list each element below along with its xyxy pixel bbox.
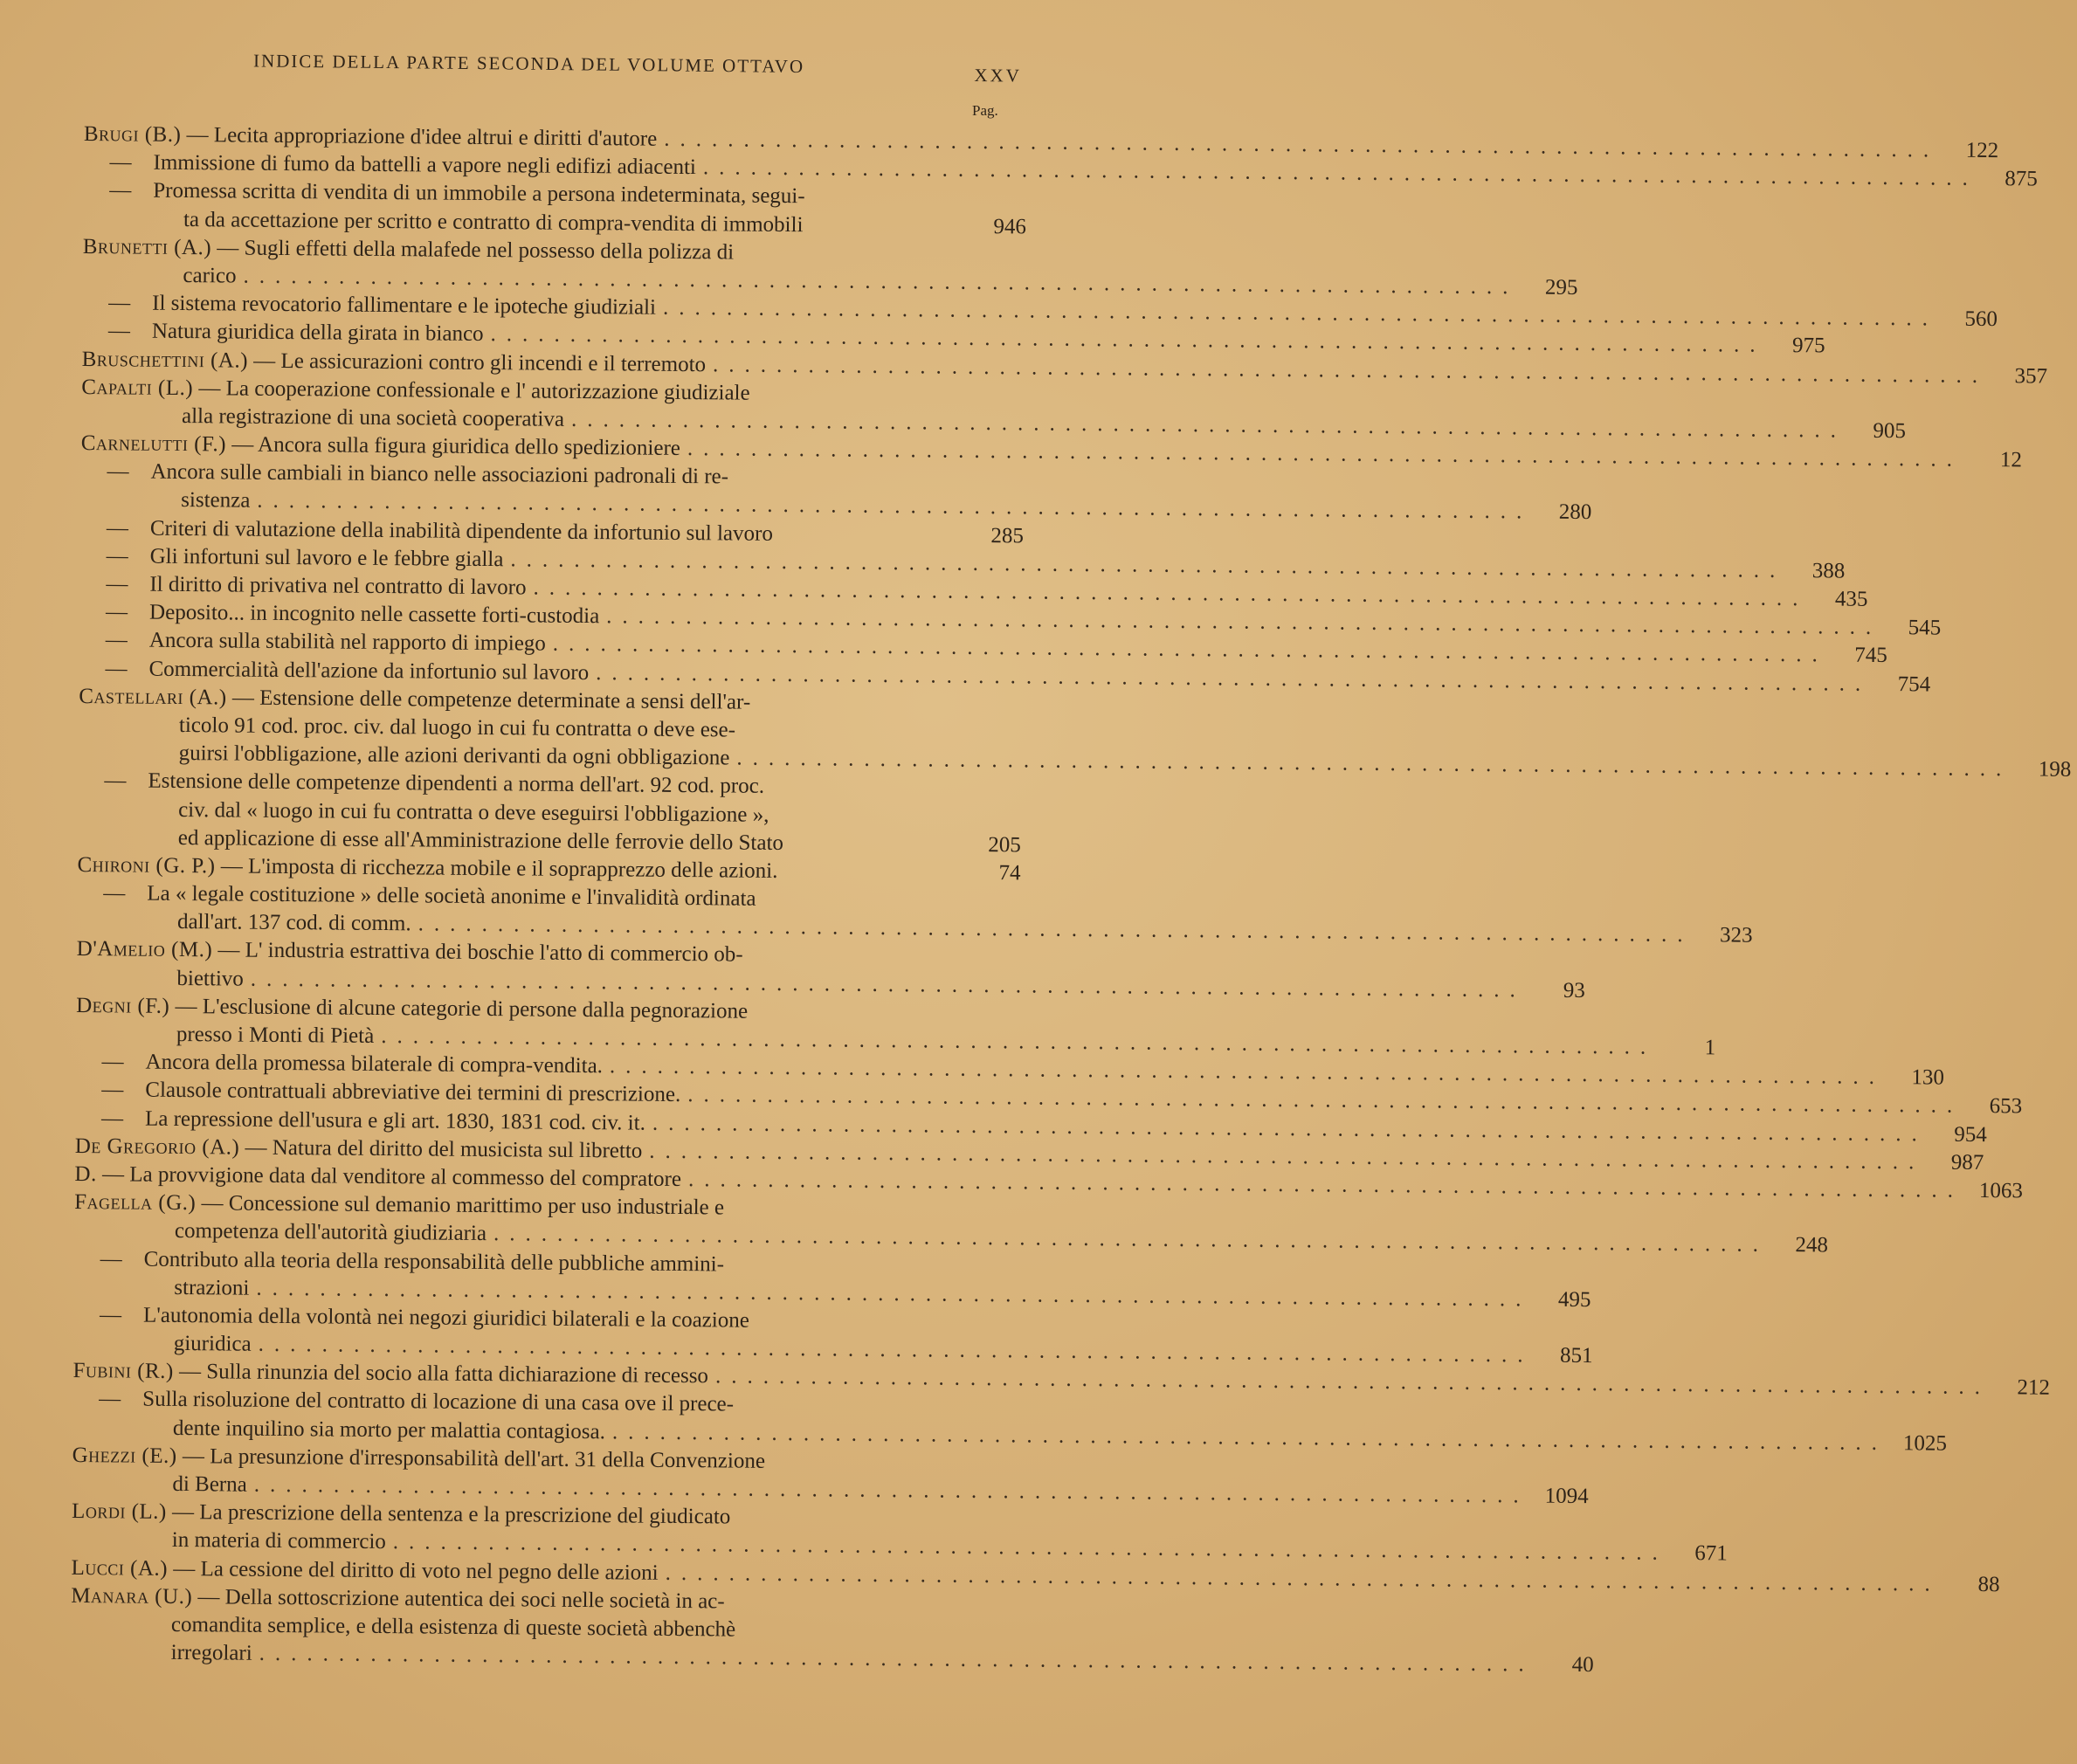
- page-number: 946: [993, 214, 1027, 238]
- dot-leader: ................................................................................: [702, 155, 1978, 191]
- entry-text-wrap: [82, 291, 656, 320]
- entry-text-wrap: [79, 685, 750, 715]
- dot-leader: [749, 1327, 964, 1329]
- ditto-dash: —: [103, 881, 126, 906]
- page-number: [962, 1610, 1014, 1611]
- dot-leader: ................................................................................: [664, 127, 1940, 162]
- entry-title: — Della sottoscrizione autentica dei soci nelle società in ac-: [197, 1584, 725, 1614]
- entry-title: dente inquilino sia morto per malattia contagiosa.: [172, 1416, 606, 1444]
- dot-leader: [734, 1411, 963, 1413]
- entry-title: biettivo: [176, 966, 244, 991]
- entry-title: Sulla risoluzione del contratto di locazione di una casa ove il prece-: [142, 1388, 735, 1416]
- dot-leader: ................................................................................: [257, 489, 1533, 524]
- entry-title: — Natura del diritto del musicista sul libretto: [245, 1135, 643, 1163]
- page-number: [969, 711, 1022, 712]
- entry-text-wrap: [74, 1218, 486, 1246]
- entry-text-wrap: [79, 628, 546, 657]
- entry-title: Deposito... in incognito nelle cassette forti-custodia: [148, 600, 600, 629]
- page-number: 1063: [1978, 1178, 2024, 1203]
- page-number: [969, 739, 1022, 740]
- page-number: 40: [1571, 1653, 1594, 1678]
- dot-leader: [725, 1608, 963, 1609]
- entry-title: Contributo alla teoria della responsabilità delle pubbliche ammini-: [143, 1247, 725, 1276]
- dot-leader: ................................................................................: [687, 437, 1963, 472]
- dot-leader: ................................................................................: [687, 1168, 1964, 1202]
- author-name: Degni (F.): [76, 993, 170, 1018]
- entry-title: Criteri di valutazione della inabilità dipendente da infortunio sul lavoro: [149, 516, 774, 546]
- author-name: Brugi (B.): [83, 122, 182, 147]
- entry-title: — Le assicurazioni contro gli incendi e il terremoto: [253, 348, 707, 376]
- entry-title: giuridica: [173, 1332, 252, 1356]
- ditto-dash: —: [105, 600, 128, 624]
- page-number: 1: [1704, 1036, 1716, 1060]
- page-number: 357: [2014, 363, 2048, 389]
- entry-text-wrap: [74, 1246, 725, 1276]
- dot-leader: ................................................................................: [713, 352, 1989, 388]
- dot-leader: ................................................................................: [687, 1083, 1963, 1119]
- author-name: Manara (U.): [71, 1583, 193, 1609]
- dot-leader: ................................................................................: [250, 967, 1526, 1003]
- page-number: 987: [1950, 1150, 1984, 1175]
- entry-title: competenza dell'autorità giudiziaria: [174, 1219, 487, 1246]
- dot-leader: ................................................................................: [606, 604, 1882, 640]
- entry-text-wrap: [72, 1359, 708, 1388]
- entry-text-wrap: [77, 853, 777, 884]
- ditto-dash: —: [108, 291, 131, 315]
- entry-title: ta da accettazione per scritto e contratto di compra-vendita di immobili: [183, 207, 804, 237]
- page-number: [963, 1413, 1016, 1414]
- page-number: 745: [1854, 644, 1887, 668]
- entry-text-wrap: [76, 1022, 375, 1049]
- ditto-dash: —: [107, 459, 129, 484]
- page-number: [969, 795, 1021, 796]
- dot-leader: ................................................................................: [652, 1111, 1928, 1147]
- entry-text-wrap: [71, 1556, 658, 1586]
- dot-leader: ................................................................................: [662, 295, 1939, 331]
- dot-leader: [777, 878, 968, 879]
- header-page-number: XXV: [974, 65, 1023, 86]
- entry-title: — La cessione del diritto di voto nel pegno delle azioni: [173, 1556, 659, 1585]
- entry-text-wrap: [81, 376, 750, 406]
- ditto-dash: —: [107, 319, 131, 343]
- page-number: 905: [1873, 418, 1907, 444]
- dot-leader: [750, 708, 969, 710]
- dot-leader: [803, 231, 974, 233]
- entry-text-wrap: [81, 431, 680, 461]
- entry-title: — L'esclusione di alcune categorie di persone dalla pegnorazione: [175, 994, 749, 1023]
- dot-leader: [728, 484, 971, 486]
- entry-title: strazioni: [174, 1275, 250, 1300]
- author-name: Ghezzi (E.): [72, 1443, 177, 1468]
- author-name: Brunetti (A.): [82, 234, 212, 260]
- entry-text-wrap: [83, 235, 735, 265]
- author-name: Carnelutti (F.): [80, 431, 227, 457]
- author-name: Castellari (A.): [79, 684, 227, 710]
- author-name: D.: [74, 1161, 97, 1187]
- entry-title: Clausole contrattuali abbreviative dei termini di prescrizione.: [145, 1078, 681, 1107]
- page-number: 545: [1908, 616, 1942, 640]
- entry-text-wrap: [77, 909, 411, 936]
- dot-leader: ................................................................................: [736, 746, 2012, 782]
- entry-text-wrap: [72, 1471, 247, 1498]
- page-number: 198: [2038, 757, 2072, 782]
- page-number: 754: [1897, 672, 1931, 697]
- page-number: [964, 1329, 1017, 1330]
- dot-leader: ................................................................................: [570, 407, 1847, 443]
- dot-leader: ................................................................................: [392, 1530, 1668, 1566]
- page-number: 93: [1563, 978, 1585, 1003]
- entry-title: — L'imposta di ricchezza mobile e il soprapprezzo delle azioni.: [220, 854, 778, 883]
- dot-leader: ................................................................................: [533, 575, 1809, 611]
- entry-title: — Estensione delle competenze determinate a sensi dell'ar-: [231, 686, 751, 714]
- page-number: 495: [1557, 1287, 1591, 1312]
- ditto-dash: —: [100, 1246, 122, 1271]
- dot-leader: [724, 1215, 965, 1216]
- ditto-dash: —: [104, 768, 127, 793]
- page-number: [968, 907, 1020, 908]
- entry-text-wrap: [79, 741, 730, 771]
- entry-text-wrap: [78, 796, 769, 827]
- page-number: 875: [2005, 167, 2038, 191]
- page-number: 295: [1544, 275, 1578, 300]
- dot-leader: [765, 1468, 963, 1470]
- dot-leader: ................................................................................: [665, 1561, 1941, 1596]
- entry-text-wrap: [75, 1078, 680, 1107]
- entry-text-wrap: [72, 1444, 766, 1474]
- entry-text-wrap: [74, 1190, 724, 1220]
- dot-leader: ................................................................................: [493, 1222, 1770, 1258]
- dot-leader: ................................................................................: [552, 632, 1828, 667]
- page-number: [974, 261, 1026, 262]
- page-number: 560: [1964, 307, 1998, 332]
- entry-text-wrap: [79, 713, 735, 743]
- entry-title: — Sugli effetti della malafede nel possesso della polizza di: [217, 236, 735, 265]
- entry-text-wrap: [83, 178, 805, 209]
- dot-leader: ................................................................................: [596, 660, 1872, 696]
- entry-text-wrap: [82, 347, 707, 376]
- pag-label: Pag.: [972, 102, 998, 119]
- dot-leader: [773, 541, 971, 542]
- dot-leader: [730, 1524, 963, 1526]
- entry-title: Natura giuridica della girata in bianco: [151, 320, 484, 347]
- entry-text-wrap: [83, 150, 696, 180]
- entry-text-wrap: [72, 1527, 386, 1554]
- entry-title: Ancora sulle cambiali in bianco nelle associazioni padronali di re-: [150, 459, 729, 489]
- page-number: 975: [1791, 334, 1825, 358]
- dot-leader: [735, 736, 969, 738]
- entry-text-wrap: [71, 1584, 725, 1615]
- page-number: 130: [1911, 1065, 1945, 1090]
- dot-leader: ................................................................................: [253, 1472, 1529, 1508]
- page-number: [974, 204, 1026, 205]
- entry-title: Commercialità dell'azione da infortunio sul lavoro: [148, 657, 590, 685]
- page-number: 954: [1954, 1122, 1987, 1147]
- entry-title: — La cooperazione confessionale e l' autorizzazione giudiziale: [198, 376, 750, 405]
- page-number: 435: [1834, 587, 1868, 611]
- entry-text-wrap: [79, 600, 599, 629]
- dot-leader: [748, 1017, 967, 1019]
- entry-text-wrap: [84, 122, 658, 152]
- entry-text-wrap: [80, 487, 250, 513]
- entry-title: alla registrazione di una società cooperativa: [181, 403, 565, 431]
- entry-title: Immissione di fumo da battelli a vapore negli edifizi adiacenti: [153, 150, 697, 180]
- page-number: 285: [990, 523, 1025, 548]
- entry-title: Il sistema revocatorio fallimentare e le ipoteche giudiziali: [152, 291, 657, 320]
- entry-title: sistenza: [181, 488, 251, 513]
- dot-leader: ................................................................................: [259, 1641, 1535, 1677]
- author-name: Lordi (L.): [72, 1499, 167, 1525]
- entry-text-wrap: [80, 459, 728, 489]
- page-number: 671: [1694, 1541, 1728, 1566]
- entry-text-wrap: [82, 263, 236, 289]
- ditto-dash: —: [105, 656, 128, 681]
- entry-text-wrap: [77, 937, 743, 968]
- entry-title: Estensione delle competenze dipendenti a norma dell'art. 92 cod. proc.: [148, 768, 765, 799]
- entry-text-wrap: [80, 516, 773, 547]
- page-number: [962, 1638, 1014, 1639]
- ditto-dash: —: [99, 1303, 122, 1327]
- page-number: 212: [2017, 1375, 2051, 1400]
- entry-text-wrap: [75, 1106, 645, 1136]
- entry-title: guirsi l'obbligazione, alle azioni derivanti da ogni obbligazione: [178, 741, 730, 770]
- entry-text-wrap: [79, 657, 589, 686]
- author-name: Capalti (L.): [81, 375, 194, 400]
- entry-text-wrap: [78, 825, 783, 856]
- dot-leader: ................................................................................: [258, 1332, 1534, 1368]
- dot-leader: [756, 906, 969, 907]
- dot-leader: ................................................................................: [381, 1024, 1657, 1059]
- dot-leader: ................................................................................: [490, 322, 1766, 358]
- page-number: 1094: [1544, 1484, 1589, 1509]
- entry-title: di Berna: [172, 1471, 247, 1497]
- entry-title: comandita semplice, e della esistenza di queste società abbenchè: [170, 1612, 736, 1642]
- dot-leader: ................................................................................: [256, 1276, 1532, 1312]
- dot-leader: ................................................................................: [714, 1364, 1991, 1400]
- entry-text-wrap: [74, 1162, 681, 1192]
- entry-text-wrap: [73, 1331, 252, 1357]
- entry-title: — L' industria estrattiva dei boschie l'atto di commercio ob-: [217, 938, 743, 968]
- ditto-dash: —: [105, 628, 128, 652]
- dot-leader: [764, 793, 969, 795]
- entry-text-wrap: [72, 1499, 730, 1530]
- author-name: Chironi (G. P.): [77, 852, 216, 879]
- page-number: 1025: [1902, 1430, 1948, 1456]
- author-name: De Gregorio (A.): [74, 1134, 240, 1160]
- page-number: 248: [1795, 1233, 1829, 1258]
- entry-title: irregolari: [170, 1641, 252, 1665]
- entry-text-wrap: [81, 403, 564, 432]
- ditto-dash: —: [109, 150, 132, 175]
- page-number: [963, 1470, 1016, 1471]
- page-number: [972, 402, 1025, 403]
- author-name: Fagella (G.): [74, 1190, 197, 1216]
- ditto-dash: —: [101, 1050, 124, 1074]
- index-list: [71, 122, 2072, 1678]
- entry-title: — Ancora sulla figura giuridica dello spedizioniere: [231, 432, 681, 461]
- entry-text-wrap: [82, 319, 484, 347]
- entry-title: — Lecita appropriazione d'idee altrui e diritti d'autore: [186, 123, 658, 151]
- ditto-dash: —: [106, 544, 128, 568]
- entry-title: in materia di commercio: [171, 1528, 386, 1554]
- entry-title: Ancora della promessa bilaterale di compra-vendita.: [145, 1050, 604, 1078]
- entry-title: presso i Monti di Pietà: [176, 1022, 375, 1048]
- dot-leader: ................................................................................: [611, 1419, 1888, 1455]
- entry-title: carico: [183, 263, 237, 288]
- entry-text-wrap: [78, 768, 764, 799]
- entry-text-wrap: [77, 881, 756, 912]
- dot-leader: ................................................................................: [417, 912, 1694, 947]
- entry-text-wrap: [76, 994, 748, 1024]
- page-number: 122: [1965, 138, 1999, 163]
- dot-leader: [750, 399, 973, 401]
- author-name: Fubini (R.): [72, 1359, 174, 1384]
- entry-title: ed applicazione di esse all'Amministrazione delle ferrovie dello Stato: [177, 825, 784, 855]
- entry-title: ticolo 91 cod. proc. civ. dal luogo in cui fu contratta o deve ese-: [178, 713, 736, 742]
- entry-text-wrap: [73, 1275, 249, 1301]
- author-name: Bruschettini (A.): [81, 347, 249, 373]
- entry-text-wrap: [75, 1050, 603, 1078]
- page-number: 280: [1558, 500, 1592, 525]
- entry-title: civ. dal « luogo in cui fu contratta o deve eseguirsi l'obbligazione »,: [178, 797, 769, 827]
- entry-text-wrap: [80, 544, 504, 572]
- page-number: [968, 963, 1020, 964]
- page-number: [967, 1020, 1019, 1021]
- entry-title: — La provvigione data dal venditore al commesso del compratore: [101, 1162, 682, 1191]
- ditto-dash: —: [106, 572, 128, 596]
- page-number: 323: [1719, 923, 1753, 947]
- page-number: 653: [1989, 1094, 2023, 1119]
- entry-title: L'autonomia della volontà nei negozi giuridici bilaterali e la coazione: [142, 1303, 750, 1333]
- ditto-dash: —: [106, 515, 129, 541]
- entry-text-wrap: [83, 207, 804, 238]
- entry-text-wrap: [75, 1134, 643, 1164]
- entry-title: Ancora sulla stabilità nel rapporto di impiego: [148, 629, 546, 657]
- entry-title: Gli infortuni sul lavoro e le febbre gialla: [149, 544, 504, 572]
- dot-leader: [743, 961, 968, 963]
- dot-leader: [769, 821, 969, 823]
- dot-leader: ................................................................................: [609, 1054, 1886, 1090]
- ditto-dash: —: [100, 1106, 124, 1130]
- page-number: 205: [988, 832, 1021, 858]
- header-title: INDICE DELLA PARTE SECONDA DEL VOLUME OTTAVO: [252, 50, 805, 78]
- dot-leader: ................................................................................: [510, 548, 1786, 582]
- entry-text-wrap: [71, 1612, 735, 1643]
- dot-leader: [805, 203, 975, 205]
- dot-leader: [724, 1271, 965, 1272]
- entry-text-wrap: [71, 1640, 252, 1666]
- entry-title: dall'art. 137 cod. di comm.: [176, 910, 411, 936]
- page-number: [965, 1216, 1018, 1217]
- entry-title: La « legale costituzione » delle società anonime e l'invalidità ordinata: [147, 881, 756, 911]
- ditto-dash: —: [109, 178, 132, 203]
- entry-text-wrap: [73, 1303, 749, 1333]
- dot-leader: ................................................................................: [243, 264, 1519, 300]
- page-number: 12: [1999, 448, 2023, 472]
- ditto-dash: —: [101, 1078, 124, 1102]
- ditto-dash: —: [99, 1387, 121, 1411]
- entry-title: — La prescrizione della sentenza e la prescrizione del giudicato: [171, 1500, 731, 1529]
- author-name: D'Amelio (M.): [76, 937, 213, 962]
- dot-leader: [783, 850, 969, 851]
- page-number: [965, 1272, 1018, 1273]
- entry-title: La repressione dell'usura e gli art. 1830, 1831 cod. civ. it.: [144, 1106, 646, 1135]
- page-number: 88: [1977, 1572, 2000, 1596]
- dot-leader: [735, 1637, 962, 1638]
- entry-title: Il diritto di privativa nel contratto di lavoro: [149, 572, 527, 600]
- page-number: 74: [998, 861, 1021, 885]
- page-number: 388: [1811, 559, 1846, 583]
- entry-title: Promessa scritta di vendita di un immobile a persona indeterminata, segui-: [153, 179, 805, 209]
- entry-title: — Concessione sul demanio marittimo per uso industriale e: [201, 1191, 725, 1220]
- dot-leader: [734, 258, 974, 260]
- entry-text-wrap: [72, 1416, 605, 1444]
- entry-text-wrap: [79, 572, 526, 600]
- entry-title: — Sulla rinunzia del socio alla fatta dichiarazione di recesso: [178, 1360, 709, 1388]
- dot-leader: ................................................................................: [649, 1139, 1925, 1175]
- entry-text-wrap: [76, 966, 244, 992]
- page-number: 851: [1559, 1343, 1593, 1368]
- author-name: Lucci (A.): [71, 1555, 169, 1581]
- running-header: [252, 50, 1023, 86]
- entry-text-wrap: [72, 1387, 734, 1417]
- entry-title: — La presunzione d'irresponsabilità dell'art. 31 della Convenzione: [182, 1444, 766, 1473]
